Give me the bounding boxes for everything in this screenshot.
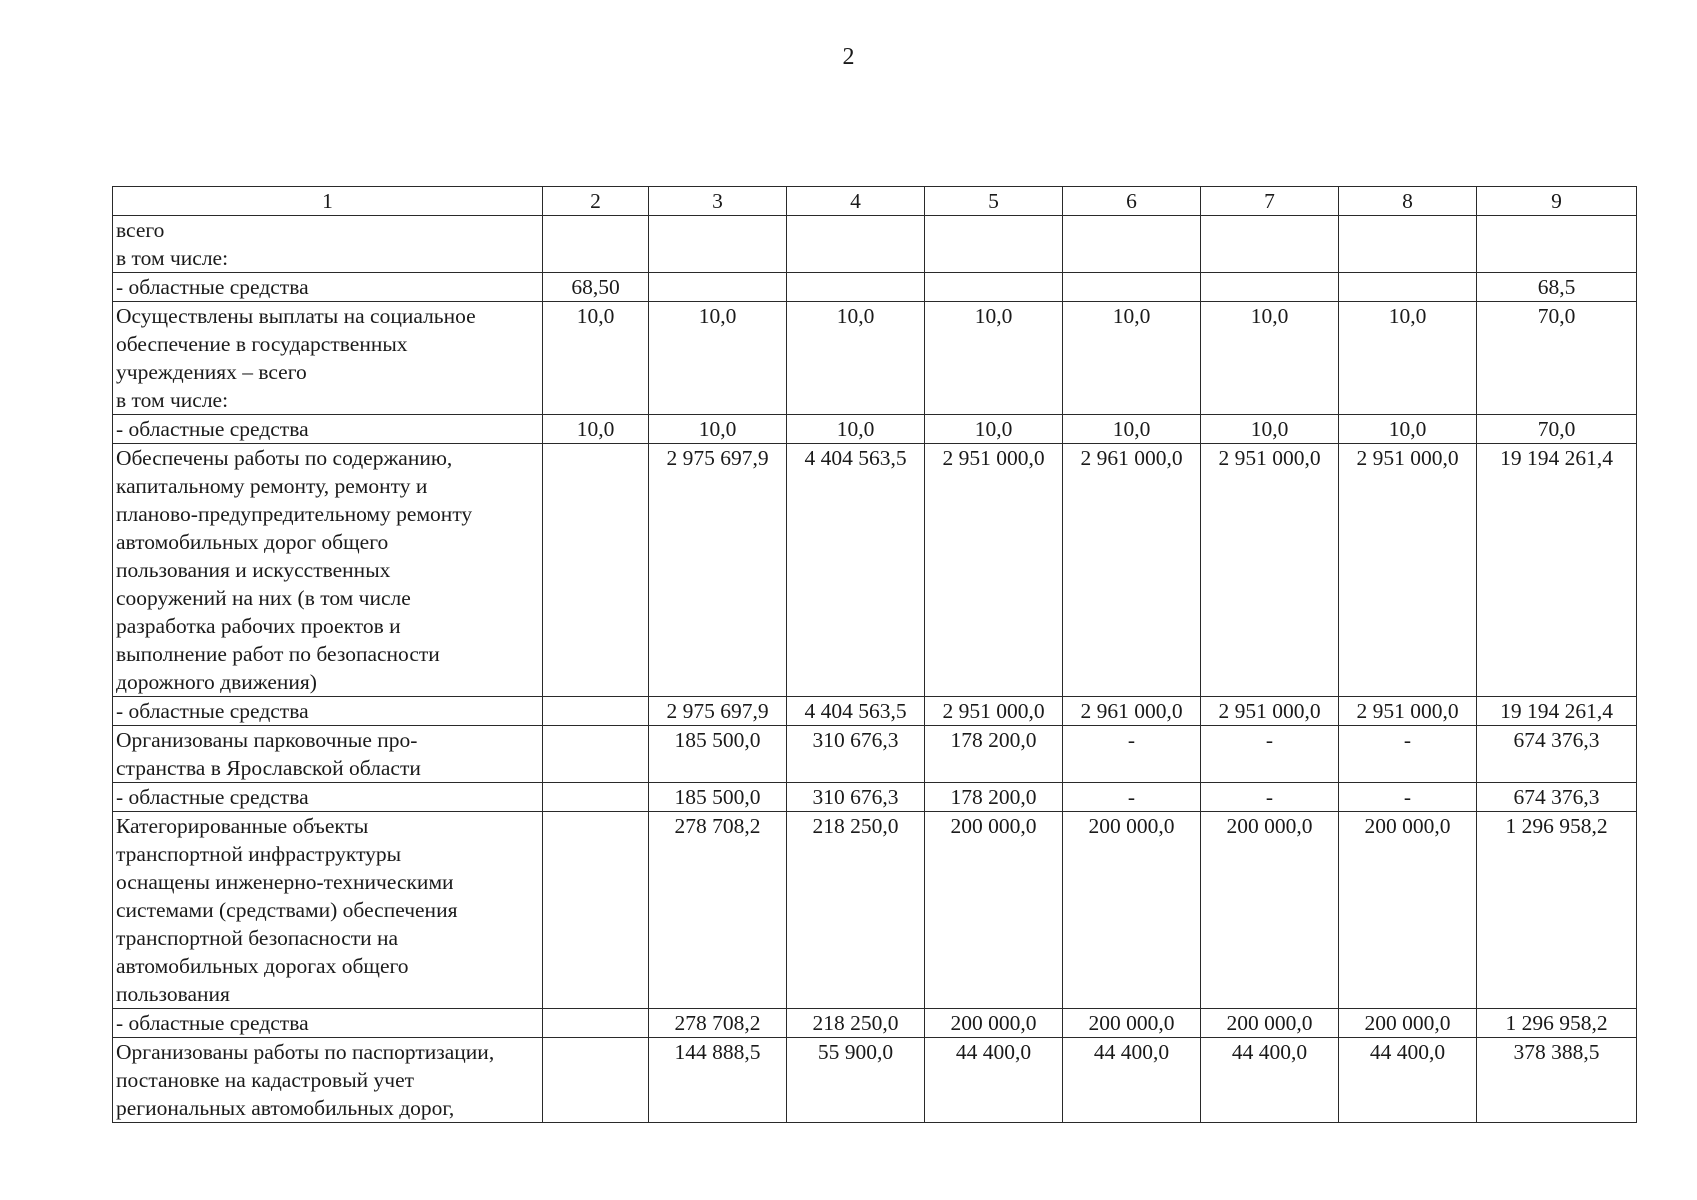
value-cell-col-4: 218 250,0 xyxy=(787,1009,925,1038)
value-cell-col-9: 1 296 958,2 xyxy=(1477,812,1637,1009)
value-cell-col-9: 70,0 xyxy=(1477,415,1637,444)
value-cell-col-2 xyxy=(543,697,649,726)
description-line: - областные средства xyxy=(116,275,309,299)
row-description xyxy=(113,302,543,415)
description-line: пользования xyxy=(116,982,230,1006)
row-description xyxy=(113,273,543,302)
column-number-9: 9 xyxy=(1477,187,1637,216)
value-cell-col-9: 68,5 xyxy=(1477,273,1637,302)
description-line: в том числе: xyxy=(116,246,229,270)
value-cell-col-8: - xyxy=(1339,726,1477,783)
description-line: всего xyxy=(116,218,165,242)
description-line: учреждениях – всего xyxy=(116,360,307,384)
description-line: сооружений на них (в том числе xyxy=(116,586,411,610)
column-number-6: 6 xyxy=(1063,187,1201,216)
value-cell-col-6: - xyxy=(1063,726,1201,783)
description-line: планово-предупредительному ремонту xyxy=(116,502,473,526)
value-cell-col-3 xyxy=(649,216,787,273)
table-row xyxy=(113,783,1637,812)
row-description xyxy=(113,415,543,444)
description-line: Обеспечены работы по содержанию, xyxy=(116,446,453,470)
value-cell-col-8: - xyxy=(1339,783,1477,812)
value-cell-col-8: 200 000,0 xyxy=(1339,1009,1477,1038)
description-line: разработка рабочих проектов и xyxy=(116,614,401,638)
value-cell-col-9: 1 296 958,2 xyxy=(1477,1009,1637,1038)
value-cell-col-3 xyxy=(649,273,787,302)
value-cell-col-5: 178 200,0 xyxy=(925,726,1063,783)
value-cell-col-6: - xyxy=(1063,783,1201,812)
table-row xyxy=(113,726,1637,783)
value-cell-col-7: - xyxy=(1201,783,1339,812)
value-cell-col-4: 55 900,0 xyxy=(787,1038,925,1123)
description-line: пользования и искусственных xyxy=(116,558,391,582)
value-cell-col-3: 185 500,0 xyxy=(649,783,787,812)
value-cell-col-8 xyxy=(1339,273,1477,302)
value-cell-col-8: 200 000,0 xyxy=(1339,812,1477,1009)
description-line: транспортной инфраструктуры xyxy=(116,842,402,866)
value-cell-col-5: 44 400,0 xyxy=(925,1038,1063,1123)
value-cell-col-8: 2 951 000,0 xyxy=(1339,444,1477,697)
table-row xyxy=(113,302,1637,415)
column-number-5: 5 xyxy=(925,187,1063,216)
description-line: автомобильных дорогах общего xyxy=(116,954,409,978)
value-cell-col-8: 10,0 xyxy=(1339,302,1477,415)
column-number-1: 1 xyxy=(113,187,543,216)
value-cell-col-9: 674 376,3 xyxy=(1477,783,1637,812)
value-cell-col-8 xyxy=(1339,216,1477,273)
value-cell-col-4: 310 676,3 xyxy=(787,726,925,783)
value-cell-col-7: - xyxy=(1201,726,1339,783)
value-cell-col-6: 10,0 xyxy=(1063,415,1201,444)
budget-table xyxy=(112,186,1637,1123)
value-cell-col-9: 674 376,3 xyxy=(1477,726,1637,783)
value-cell-col-7: 2 951 000,0 xyxy=(1201,444,1339,697)
value-cell-col-4: 4 404 563,5 xyxy=(787,444,925,697)
value-cell-col-2 xyxy=(543,726,649,783)
description-line: - областные средства xyxy=(116,1011,309,1035)
value-cell-col-7: 10,0 xyxy=(1201,415,1339,444)
value-cell-col-5: 200 000,0 xyxy=(925,1009,1063,1038)
value-cell-col-3: 10,0 xyxy=(649,302,787,415)
description-line: - областные средства xyxy=(116,785,309,809)
table-row xyxy=(113,273,1637,302)
value-cell-col-3: 2 975 697,9 xyxy=(649,444,787,697)
value-cell-col-4 xyxy=(787,273,925,302)
value-cell-col-6: 200 000,0 xyxy=(1063,812,1201,1009)
value-cell-col-9: 19 194 261,4 xyxy=(1477,444,1637,697)
description-line: автомобильных дорог общего xyxy=(116,530,389,554)
value-cell-col-4: 10,0 xyxy=(787,302,925,415)
value-cell-col-7: 200 000,0 xyxy=(1201,1009,1339,1038)
description-line: странства в Ярославской области xyxy=(116,756,421,780)
value-cell-col-2 xyxy=(543,1009,649,1038)
row-description xyxy=(113,812,543,1009)
value-cell-col-5: 10,0 xyxy=(925,302,1063,415)
description-line: дорожного движения) xyxy=(116,670,317,694)
description-line: в том числе: xyxy=(116,388,229,412)
value-cell-col-6 xyxy=(1063,273,1201,302)
row-description xyxy=(113,1009,543,1038)
description-line: Организованы парковочные про- xyxy=(116,728,418,752)
value-cell-col-4: 218 250,0 xyxy=(787,812,925,1009)
value-cell-col-3: 2 975 697,9 xyxy=(649,697,787,726)
value-cell-col-7: 2 951 000,0 xyxy=(1201,697,1339,726)
row-description xyxy=(113,783,543,812)
column-number-3: 3 xyxy=(649,187,787,216)
description-line: обеспечение в государственных xyxy=(116,332,408,356)
value-cell-col-9 xyxy=(1477,216,1637,273)
value-cell-col-5 xyxy=(925,216,1063,273)
value-cell-col-6: 2 961 000,0 xyxy=(1063,444,1201,697)
description-line: - областные средства xyxy=(116,417,309,441)
value-cell-col-6: 10,0 xyxy=(1063,302,1201,415)
description-line: постановке на кадастровый учет xyxy=(116,1068,415,1092)
value-cell-col-9: 19 194 261,4 xyxy=(1477,697,1637,726)
value-cell-col-4: 4 404 563,5 xyxy=(787,697,925,726)
value-cell-col-2: 10,0 xyxy=(543,302,649,415)
value-cell-col-7: 44 400,0 xyxy=(1201,1038,1339,1123)
value-cell-col-4 xyxy=(787,216,925,273)
value-cell-col-9: 378 388,5 xyxy=(1477,1038,1637,1123)
table-row xyxy=(113,697,1637,726)
value-cell-col-5: 2 951 000,0 xyxy=(925,444,1063,697)
value-cell-col-3: 144 888,5 xyxy=(649,1038,787,1123)
row-description xyxy=(113,726,543,783)
value-cell-col-2 xyxy=(543,783,649,812)
value-cell-col-7: 200 000,0 xyxy=(1201,812,1339,1009)
description-line: системами (средствами) обеспечения xyxy=(116,898,458,922)
value-cell-col-6 xyxy=(1063,216,1201,273)
description-line: выполнение работ по безопасности xyxy=(116,642,440,666)
value-cell-col-4: 10,0 xyxy=(787,415,925,444)
value-cell-col-4: 310 676,3 xyxy=(787,783,925,812)
row-description xyxy=(113,216,543,273)
description-line: оснащены инженерно-техническими xyxy=(116,870,454,894)
table-row xyxy=(113,216,1637,273)
value-cell-col-2 xyxy=(543,444,649,697)
table-row xyxy=(113,1009,1637,1038)
value-cell-col-2 xyxy=(543,1038,649,1123)
table-body xyxy=(113,216,1637,1123)
row-description xyxy=(113,444,543,697)
value-cell-col-9: 70,0 xyxy=(1477,302,1637,415)
value-cell-col-3: 10,0 xyxy=(649,415,787,444)
value-cell-col-5: 178 200,0 xyxy=(925,783,1063,812)
row-description xyxy=(113,1038,543,1123)
value-cell-col-3: 278 708,2 xyxy=(649,812,787,1009)
value-cell-col-6: 44 400,0 xyxy=(1063,1038,1201,1123)
value-cell-col-3: 278 708,2 xyxy=(649,1009,787,1038)
value-cell-col-3: 185 500,0 xyxy=(649,726,787,783)
value-cell-col-2 xyxy=(543,216,649,273)
value-cell-col-8: 10,0 xyxy=(1339,415,1477,444)
value-cell-col-5 xyxy=(925,273,1063,302)
value-cell-col-8: 44 400,0 xyxy=(1339,1038,1477,1123)
table-row xyxy=(113,444,1637,697)
row-description xyxy=(113,697,543,726)
table-row xyxy=(113,415,1637,444)
value-cell-col-5: 200 000,0 xyxy=(925,812,1063,1009)
description-line: Организованы работы по паспортизации, xyxy=(116,1040,495,1064)
value-cell-col-2: 68,50 xyxy=(543,273,649,302)
page-number: 2 xyxy=(842,44,855,70)
description-line: региональных автомобильных дорог, xyxy=(116,1096,455,1120)
column-number-7: 7 xyxy=(1201,187,1339,216)
value-cell-col-7 xyxy=(1201,273,1339,302)
description-line: капитальному ремонту, ремонту и xyxy=(116,474,428,498)
value-cell-col-5: 2 951 000,0 xyxy=(925,697,1063,726)
column-number-row xyxy=(113,187,1637,216)
column-number-8: 8 xyxy=(1339,187,1477,216)
value-cell-col-6: 200 000,0 xyxy=(1063,1009,1201,1038)
description-line: Осуществлены выплаты на социальное xyxy=(116,304,476,328)
column-number-2: 2 xyxy=(543,187,649,216)
value-cell-col-7 xyxy=(1201,216,1339,273)
description-line: - областные средства xyxy=(116,699,309,723)
description-line: транспортной безопасности на xyxy=(116,926,399,950)
value-cell-col-8: 2 951 000,0 xyxy=(1339,697,1477,726)
value-cell-col-7: 10,0 xyxy=(1201,302,1339,415)
table-row xyxy=(113,1038,1637,1123)
value-cell-col-6: 2 961 000,0 xyxy=(1063,697,1201,726)
value-cell-col-2: 10,0 xyxy=(543,415,649,444)
value-cell-col-5: 10,0 xyxy=(925,415,1063,444)
description-line: Категорированные объекты xyxy=(116,814,369,838)
table-row xyxy=(113,812,1637,1009)
value-cell-col-2 xyxy=(543,812,649,1009)
column-number-4: 4 xyxy=(787,187,925,216)
